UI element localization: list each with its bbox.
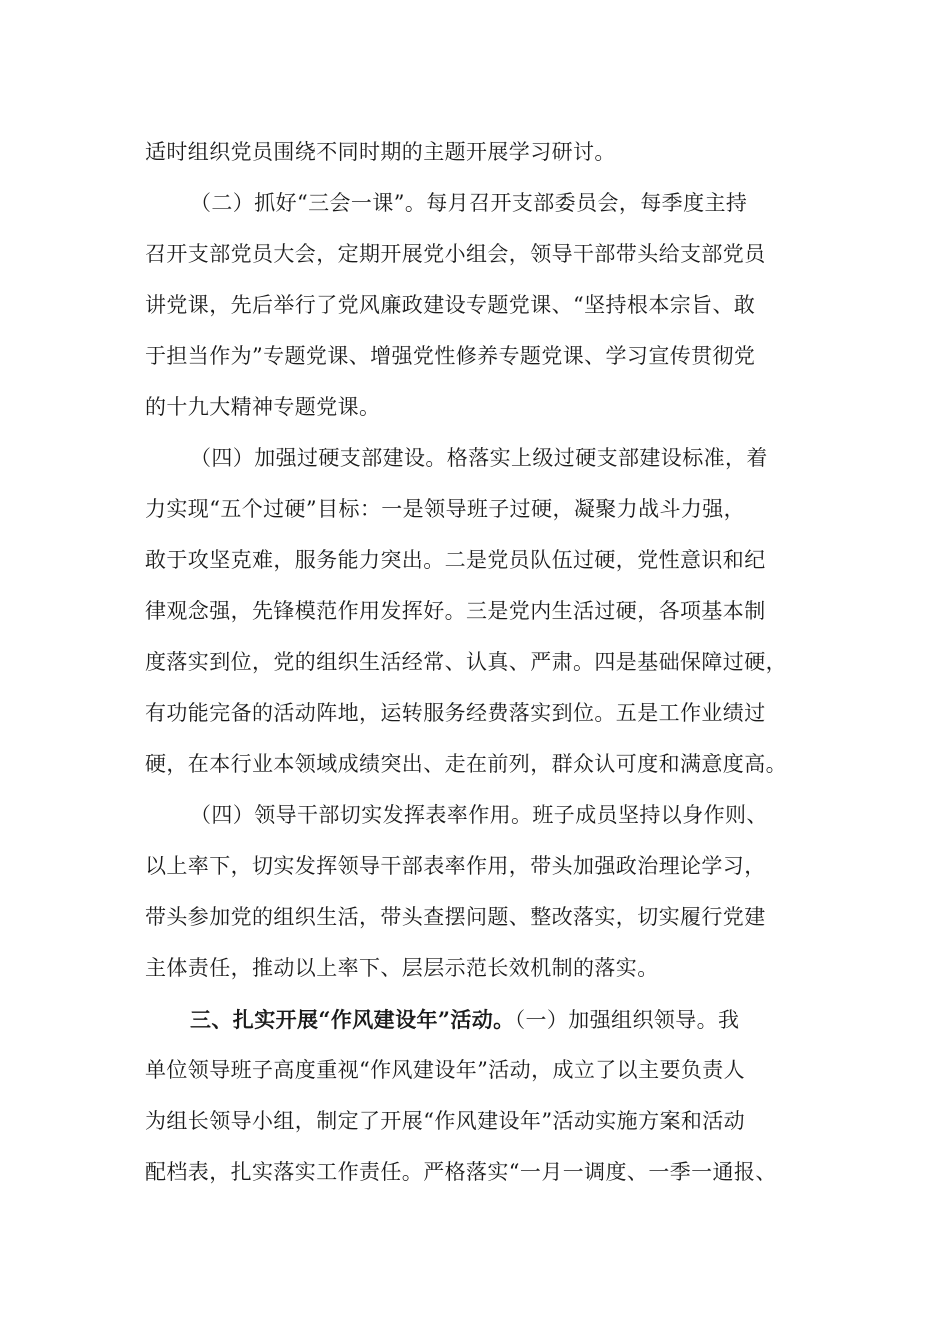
text-line: 召开支部党员大会，定期开展党小组会，领导干部带头给支部党员 (145, 242, 766, 266)
text-line: 敢于攻坚克难，服务能力突出。二是党员队伍过硬，党性意识和纪 (145, 548, 766, 572)
text-line: 硬，在本行业本领域成绩突出、走在前列，群众认可度和满意度高。 (145, 752, 787, 776)
text-line: 于担当作为”专题党课、增强党性修养专题党课、学习宣传贯彻党 (145, 344, 756, 368)
text-line: 配档表，扎实落实工作责任。严格落实“一月一调度、一季一通报、 (145, 1160, 777, 1184)
text-line: 适时组织党员围绕不同时期的主题开展学习研讨。 (145, 140, 616, 164)
text-line: 带头参加党的组织生活，带头查摆问题、整改落实，切实履行党建 (145, 905, 766, 929)
text-line: 主体责任，推动以上率下、层层示范长效机制的落实。 (145, 956, 659, 980)
paragraph-first-line: （二）抓好“三会一课”。每月召开支部委员会，每季度主持 (190, 191, 748, 215)
text-line: 讲党课，先后举行了党风廉政建设专题党课、“坚持根本宗旨、敢 (145, 293, 756, 317)
text-line: 以上率下，切实发挥领导干部表率作用，带头加强政治理论学习， (145, 854, 766, 878)
text-line: 为组长领导小组，制定了开展“作风建设年”活动实施方案和活动 (145, 1109, 746, 1133)
text-line: 律观念强，先锋模范作用发挥好。三是党内生活过硬，各项基本制 (145, 599, 766, 623)
text-line: 单位领导班子高度重视“作风建设年”活动，成立了以主要负责人 (145, 1058, 746, 1082)
section-heading-line (190, 994, 739, 1045)
paragraph-first-line: （四）领导干部切实发挥表率作用。班子成员坚持以身作则、 (190, 803, 768, 827)
paragraph-first-line: （四）加强过硬支部建设。格落实上级过硬支部建设标准，着 (190, 446, 768, 470)
section-heading: 三、扎实开展“作风建设年”活动。 (190, 1007, 515, 1032)
text-line: 力实现“五个过硬”目标：一是领导班子过硬，凝聚力战斗力强， (145, 497, 746, 521)
text-line: 度落实到位，党的组织生活经常、认真、严肃。四是基础保障过硬， (145, 650, 787, 674)
text-line: 的十九大精神专题党课。 (145, 395, 381, 419)
text-line: 有功能完备的活动阵地，运转服务经费落实到位。五是工作业绩过 (145, 701, 766, 725)
section-text: （一）加强组织领导。我 (514, 1008, 740, 1032)
